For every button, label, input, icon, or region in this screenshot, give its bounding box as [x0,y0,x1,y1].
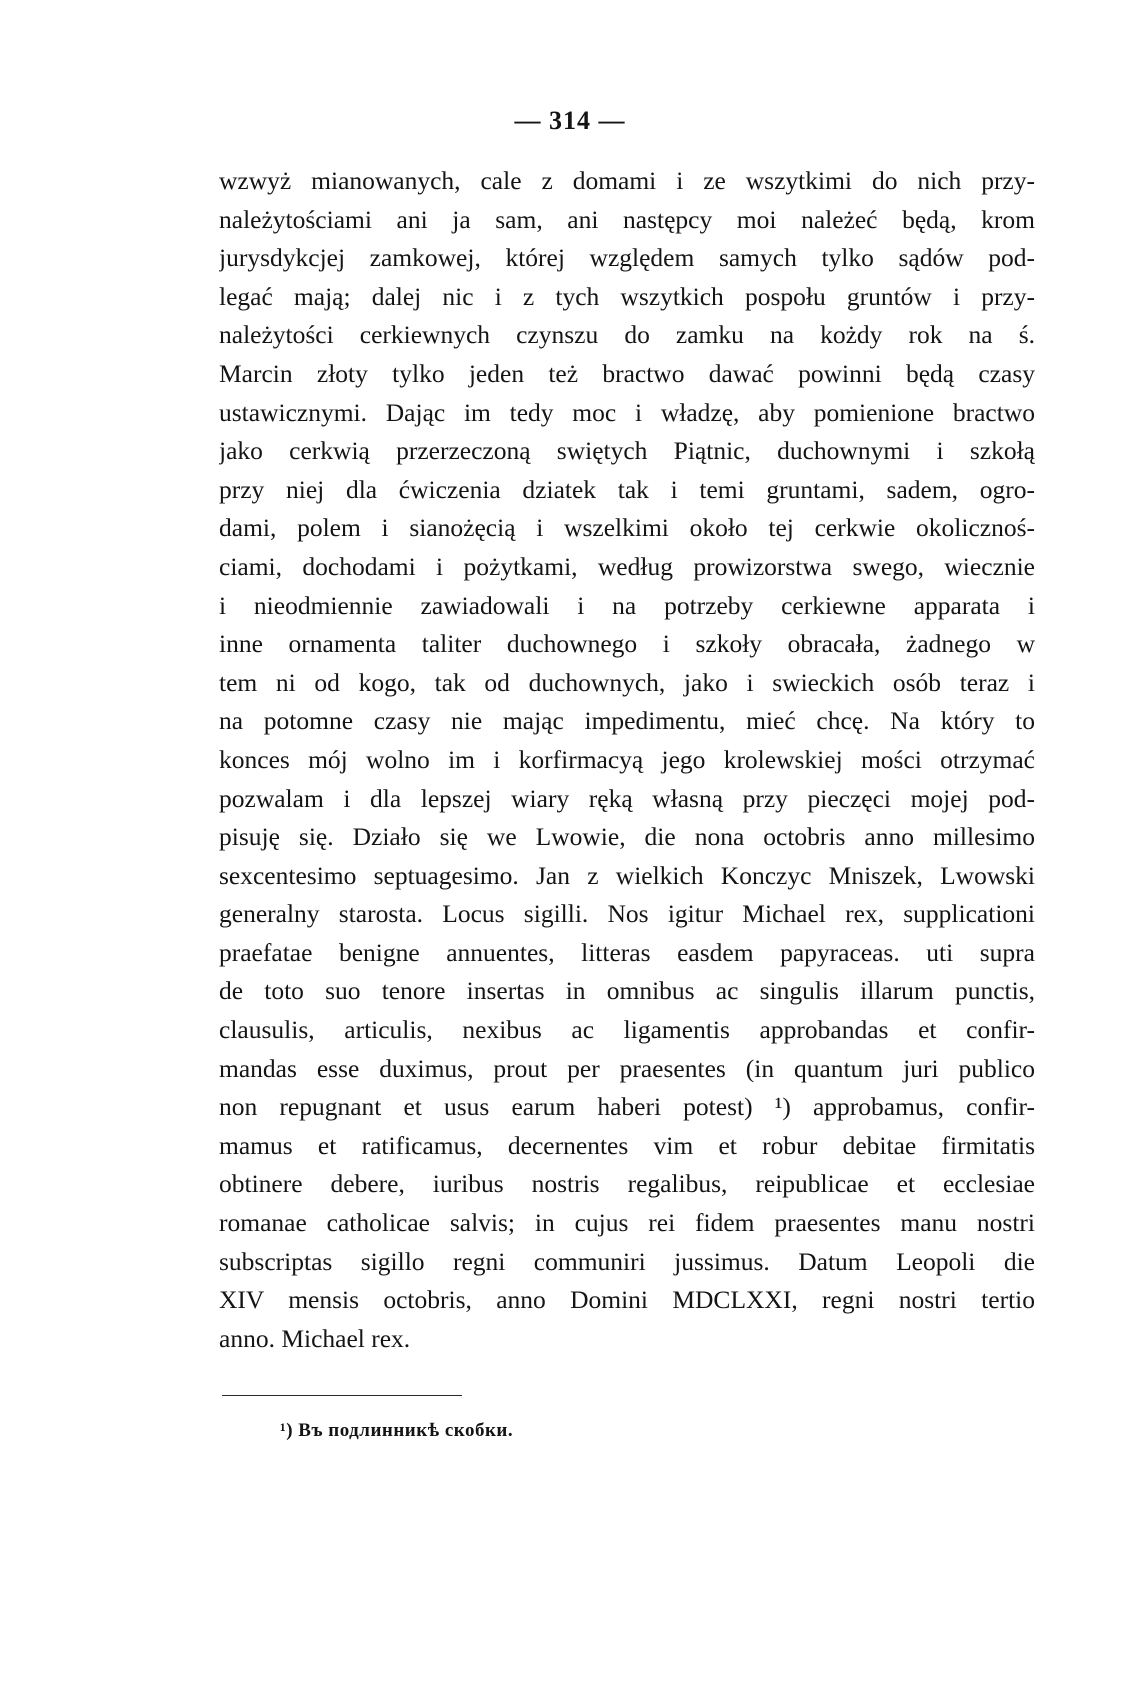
text-line: obtinere debere, iuribus nostris regalibus, reipublicae et ecclesiae [219,1169,1035,1199]
text-line: należytości cerkiewnych czynszu do zamku na kożdy rok na ś. [219,320,1035,350]
text-line: anno. Michael rex. [219,1323,411,1353]
text-line: przy niej dla ćwiczenia dziatek tak i temi gruntami, sadem, ogro- [219,474,1035,504]
text-line: mamus et ratificamus, decernentes vim et robur debitae firmitatis [219,1130,1035,1160]
text-line: konces mój wolno im i korfirmacyą jego krolewskiej mości otrzymać [219,744,1035,774]
text-line: Marcin złoty tylko jeden też bractwo dawać powinni będą czasy [219,358,1035,388]
footnote-divider [222,1395,462,1396]
text-line: sexcentesimo septuagesimo. Jan z wielkich Konczyc Mniszek, Lwowski [219,860,1035,890]
body-text [219,162,1035,1358]
text-line: XIV mensis octobris, anno Domini MDCLXXI, regni nostri tertio [219,1285,1035,1315]
footnote-marker: ¹) [280,1420,294,1441]
text-line: i nieodmiennie zawiadowali i na potrzeby cerkiewne apparata i [219,590,1035,620]
text-line: clausulis, articulis, nexibus ac ligamentis approbandas et confir- [219,1015,1035,1045]
text-line: jurysdykcjej zamkowej, której względem samych tylko sądów pod- [219,243,1035,273]
text-line: mandas esse duximus, prout per praesentes (in quantum juri publico [219,1053,1035,1083]
text-line: non repugnant et usus earum haberi potest) ¹) approbamus, confir- [219,1092,1035,1122]
text-line: generalny starosta. Locus sigilli. Nos igitur Michael rex, supplicationi [219,899,1035,929]
text-line: na potomne czasy nie mając impedimentu, mieć chcę. Na który to [219,706,1035,736]
text-line: de toto suo tenore insertas in omnibus ac singulis illarum punctis, [219,976,1035,1006]
text-line: jako cerkwią przerzeczoną swiętych Piątnic, duchownymi i szkołą [219,436,1035,466]
text-line: ciami, dochodami i pożytkami, według prowizorstwa swego, wiecznie [219,551,1035,581]
text-line: legać mają; dalej nic i z tych wszytkich pospołu gruntów i przy- [219,281,1035,311]
page-number: — 314 — [514,106,626,135]
text-line: pisuję się. Działo się we Lwowie, die nona octobris anno millesimo [219,822,1035,852]
text-line: ustawicznymi. Dając im tedy moc i władzę, aby pomienione bractwo [219,397,1035,427]
text-line: praefatae benigne annuentes, litteras easdem papyraceas. uti supra [219,937,1035,967]
footnote-text: Въ подлинникѣ скобки. [298,1420,514,1441]
text-line: romanae catholicae salvis; in cujus rei fidem praesentes manu nostri [219,1208,1035,1238]
text-line: pozwalam i dla lepszej wiary ręką własną przy pieczęci mojej pod- [219,783,1035,813]
footnote [280,1420,513,1442]
text-line: tem ni od kogo, tak od duchownych, jako i swieckich osób teraz i [219,667,1035,697]
text-line: należytościami ani ja sam, ani następcy moi należeć będą, krom [219,204,1035,234]
text-line: subscriptas sigillo regni communiri jussimus. Datum Leopoli die [219,1246,1035,1276]
text-line: dami, polem i sianożęcią i wszelkimi około tej cerkwie okolicznoś- [219,513,1035,543]
text-line: inne ornamenta taliter duchownego i szkoły obracała, żadnego w [219,629,1035,659]
text-line: wzwyż mianowanych, cale z domami i ze wszytkimi do nich przy- [219,166,1035,195]
